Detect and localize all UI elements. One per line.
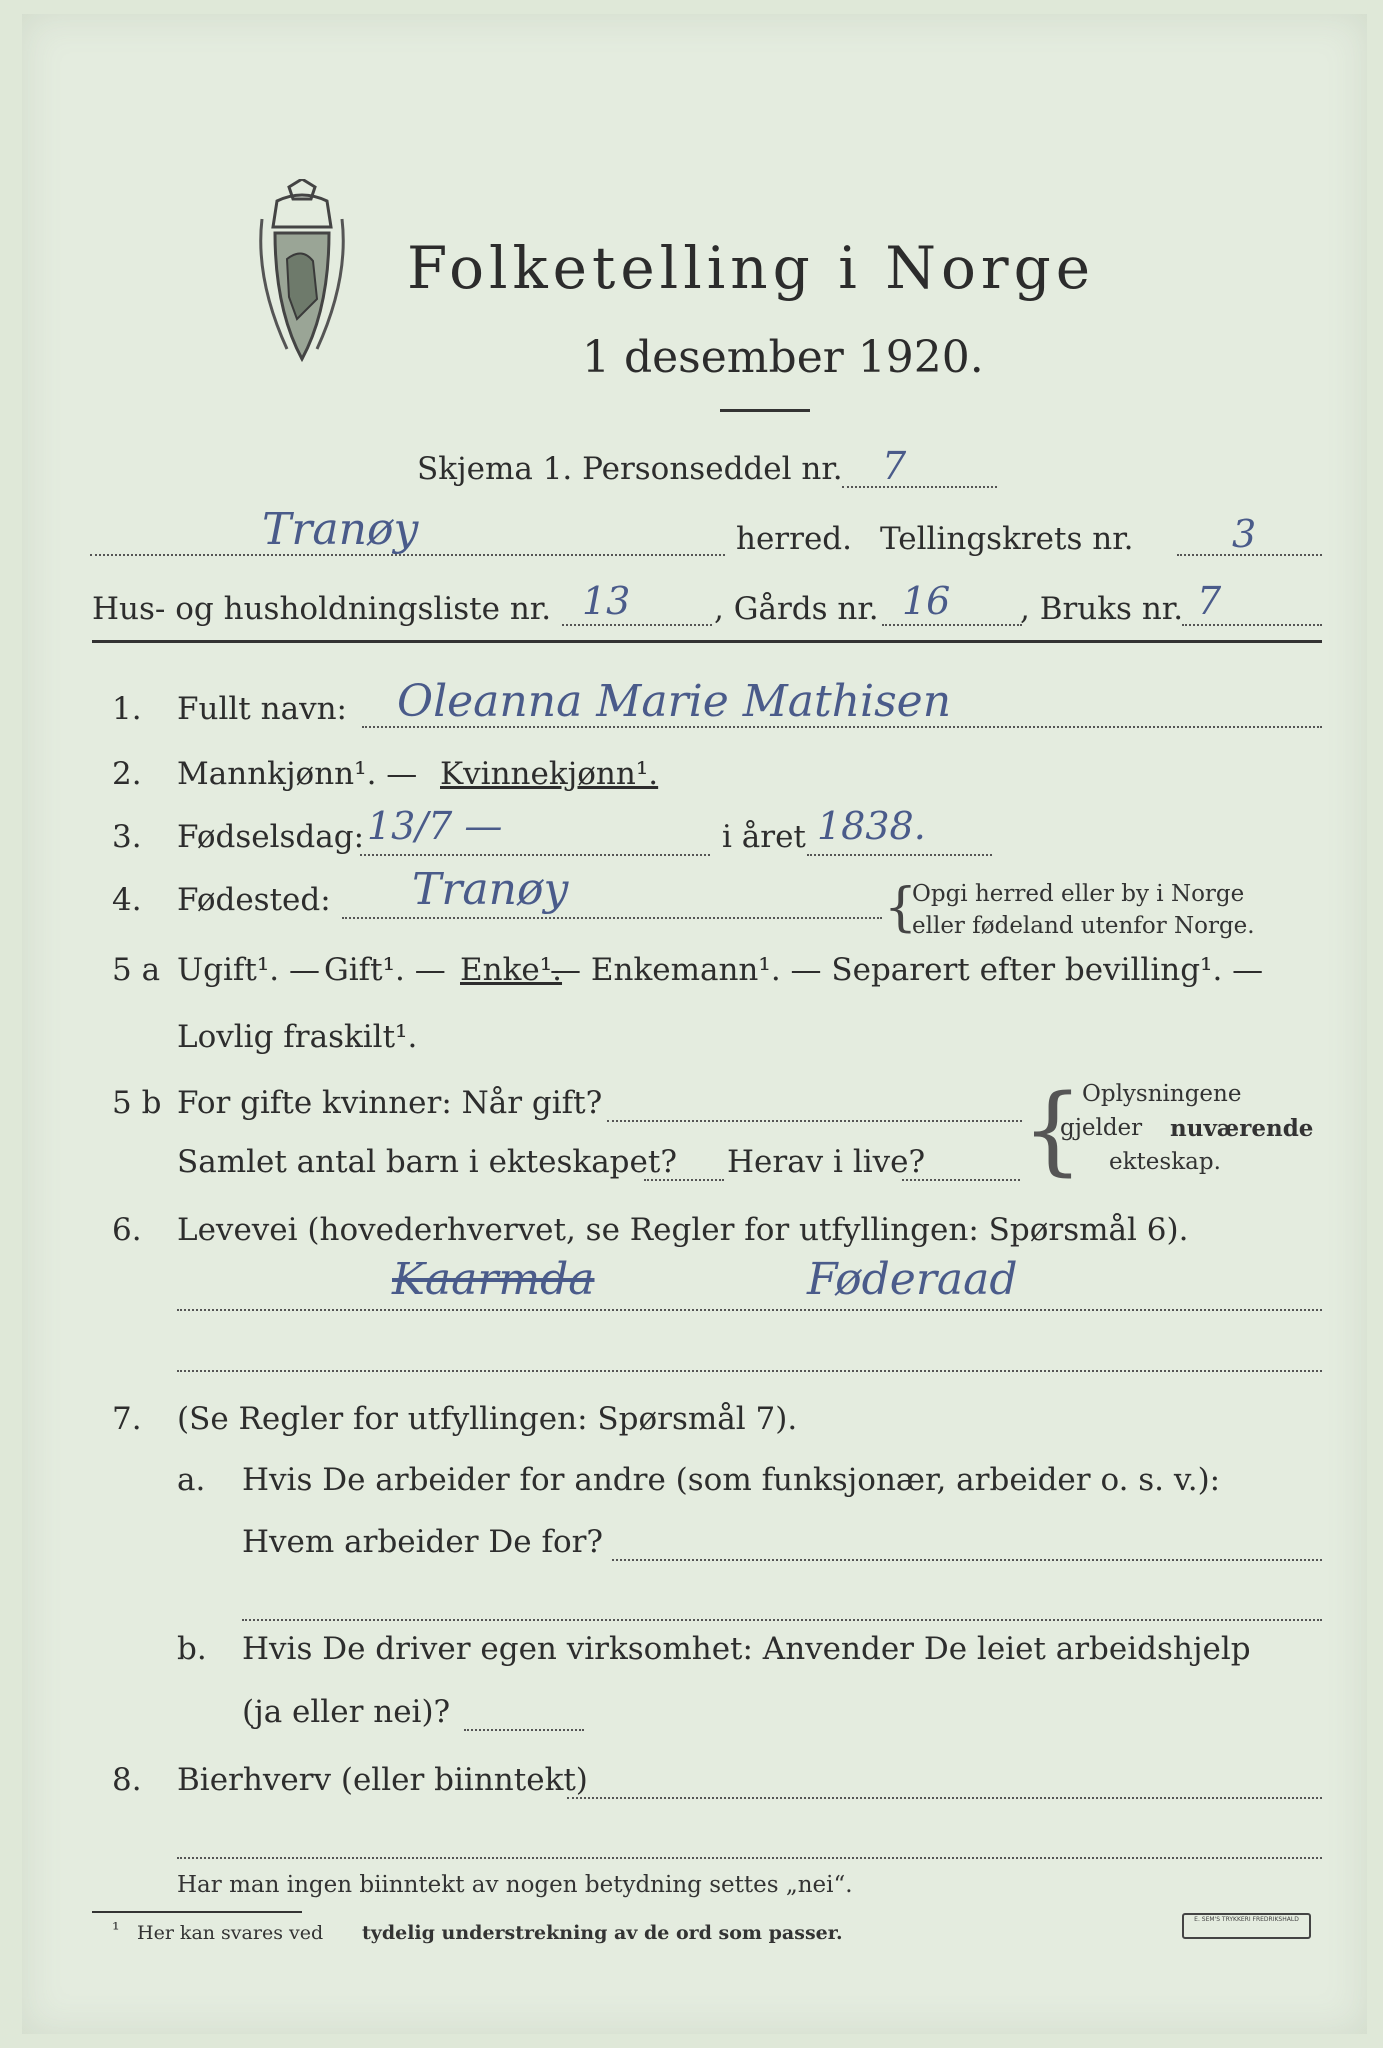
q5a-line2: Lovlig fraskilt¹. [177,1019,418,1055]
coat-of-arms-icon [247,179,357,373]
gards-value: 16 [902,579,951,623]
census-form-page [22,14,1367,2034]
herred-label: herred. [736,521,852,557]
q7a-line-1 [612,1559,1322,1561]
footer-note: Har man ingen biinntekt av nogen betydning settes „nei“. [177,1872,853,1898]
q2-number: 2. [112,756,142,792]
q4-number: 4. [112,882,142,918]
q7-number: 7. [112,1401,142,1437]
hus-label: Hus- og husholdningsliste nr. [92,591,552,627]
q7b-line [464,1729,584,1731]
gards-line [882,624,1022,626]
q4-label: Fødested: [177,882,331,918]
q4-note-1: Opgi herred eller by i Norge [912,881,1245,907]
q5b-label: For gifte kvinner: Når gift? [177,1085,603,1121]
q3-number: 3. [112,819,142,855]
skjema-label: Skjema 1. Personseddel nr. [417,451,843,487]
footnote-mark: ¹ [112,1919,120,1941]
q7b-label: Hvis De driver egen virksomhet: Anvender De leiet arbeidshjelp [242,1631,1251,1667]
q5b-line-1 [607,1120,1022,1122]
bruks-line [1182,624,1322,626]
q7a-label: Hvis De arbeider for andre (som funksjonær, arbeider o. s. v.): [242,1462,1221,1498]
section-divider [92,640,1322,643]
q8-number: 8. [112,1762,142,1798]
q7-label: (Se Regler for utfyllingen: Spørsmål 7). [177,1401,798,1437]
q6-line-2 [177,1370,1322,1372]
form-title: Folketelling i Norge [407,234,1096,302]
bruks-value: 7 [1197,579,1222,623]
q8-line-2 [177,1857,1322,1859]
q5b-line-3 [902,1179,1020,1181]
q1-number: 1. [112,691,142,727]
q4-note-brace: { [884,878,918,938]
footnote-divider [92,1911,302,1913]
q3-value: 13/7 — [367,804,503,848]
q6-line-1 [177,1309,1322,1311]
form-date: 1 desember 1920. [582,332,984,383]
q2-kvinnekjonn: Kvinnekjønn¹. [440,756,659,792]
bruks-label: , Bruks nr. [1020,591,1184,627]
q5a-rest: — Enkemann¹. — Separert efter bevilling¹. — [550,952,1264,988]
herred-value: Tranøy [262,504,419,555]
footnote-text-b: tydelig understrekning av de ord som passer. [362,1922,843,1944]
gards-label: , Gårds nr. [714,591,879,627]
q5a-enke: Enke¹. [460,952,563,988]
skjema-line [842,486,997,488]
hus-value: 13 [582,579,631,623]
q4-line [342,917,882,919]
printer-stamp-text: E. SEM'S TRYKKERI FREDRIKSHALD [1194,1916,1299,1923]
q8-line-1 [567,1797,1322,1799]
q5b-note-1: Oplysningene [1082,1081,1242,1107]
q1-value: Oleanna Marie Mathisen [397,676,952,727]
tellingskrets-value: 3 [1232,512,1257,556]
footnote-text-a: Her kan svares ved [137,1922,324,1944]
q5a-gift: Gift¹. — [324,952,446,988]
q7a-line-2 [242,1619,1322,1621]
skjema-value: 7 [882,444,907,488]
q6-number: 6. [112,1212,142,1248]
q5b-note-2b: nuværende [1170,1115,1314,1142]
q5a-ugift: Ugift¹. — [177,952,320,988]
q3-year-value: 1838. [817,804,926,848]
q4-note-2: eller fødeland utenfor Norge. [912,913,1255,939]
printer-stamp [1182,1913,1311,1939]
tellingskrets-label: Tellingskrets nr. [880,521,1134,557]
q6-value-struck: Kaarmda [392,1254,595,1305]
q5b-note-brace: { [1022,1074,1084,1186]
q3-year-line [807,854,992,856]
q7a-label-2: Hvem arbeider De for? [242,1524,604,1560]
q7a-letter: a. [177,1462,206,1498]
q5b-note-3: ekteskap. [1109,1149,1221,1175]
q5b-label-3: Herav i live? [727,1144,926,1180]
q6-value: Føderaad [807,1254,1018,1305]
q3-label: Fødselsdag: [177,819,365,855]
q7b-label-2: (ja eller nei)? [242,1694,451,1730]
q5b-note-2a: gjelder [1060,1115,1143,1141]
q3-line [360,854,710,856]
q5a-number: 5 a [112,952,161,988]
q5b-label-2: Samlet antal barn i ekteskapet? [177,1144,677,1180]
q5b-number: 5 b [112,1085,162,1121]
q6-label: Levevei (hovederhvervet, se Regler for utfyllingen: Spørsmål 6). [177,1212,1189,1248]
q2-mannkjonn: Mannkjønn¹. — [177,756,418,792]
q8-label: Bierhverv (eller biinntekt) [177,1762,588,1798]
title-divider [720,409,810,412]
q1-label: Fullt navn: [177,691,347,727]
q7b-letter: b. [177,1631,207,1667]
hus-line [562,624,712,626]
q5b-line-2 [644,1179,724,1181]
q3-year-label: i året [722,819,806,855]
q4-value: Tranøy [412,864,569,915]
